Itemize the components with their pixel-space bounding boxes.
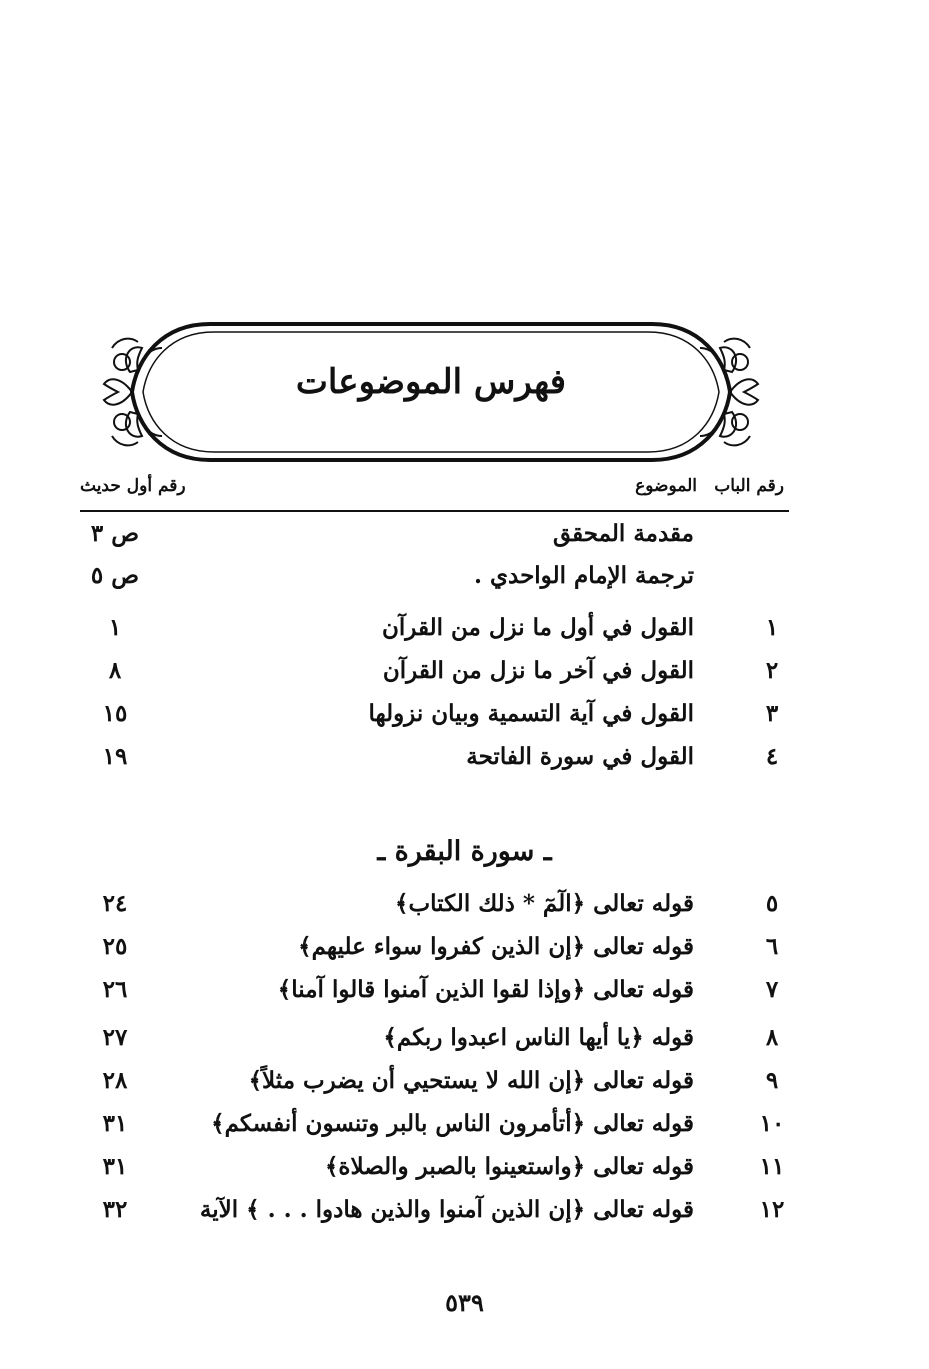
- chapter-number: ٧: [765, 976, 779, 1003]
- first-hadith-number: ٣١: [102, 1110, 128, 1137]
- chapter-number: ١٠: [759, 1110, 785, 1137]
- index-row: [0, 1196, 929, 1236]
- index-row: [0, 933, 929, 973]
- first-hadith-number: ٨: [108, 657, 122, 684]
- chapter-number: ٥: [765, 890, 779, 917]
- chapter-number: ١٢: [759, 1196, 785, 1223]
- page-number: ٥٣٩: [445, 1288, 484, 1317]
- entry-title: قوله تعالى ﴿وإذا لقوا الذين آمنوا قالوا آمنا﴾: [277, 976, 694, 1003]
- chapter-number: ٨: [765, 1024, 779, 1051]
- index-row: [0, 1110, 929, 1150]
- first-hadith-number: ١٩: [102, 743, 128, 770]
- chapter-number: ٢: [765, 657, 779, 684]
- entry-title: قوله تعالى ﴿أتأمرون الناس بالبر وتنسون أنفسكم﴾: [211, 1110, 694, 1137]
- page-title: فهرس الموضوعات: [295, 362, 567, 402]
- entry-title: مقدمة المحقق: [552, 520, 694, 547]
- first-hadith-number: ١٥: [102, 700, 128, 727]
- first-hadith-number: ٢٥: [102, 933, 128, 960]
- title-cartouche: [100, 318, 762, 466]
- entry-title: قوله تعالى ﴿واستعينوا بالصبر والصلاة﴾: [324, 1153, 694, 1180]
- entry-title: ترجمة الإمام الواحدي .: [473, 562, 694, 589]
- index-row: [0, 890, 929, 930]
- entry-title: قوله تعالى ﴿إن الذين كفروا سواء عليهم﴾: [298, 933, 694, 960]
- index-row: [0, 1153, 929, 1193]
- index-row: [0, 614, 929, 654]
- index-row: [0, 562, 929, 602]
- header-first-hadith: رقم أول حديث: [80, 476, 186, 496]
- entry-title: قوله تعالى ﴿الٓمٓ * ذلك الكتاب﴾: [395, 890, 694, 917]
- entry-page: ص ٥: [90, 562, 140, 589]
- chapter-number: ١: [765, 614, 779, 641]
- entry-title: قوله تعالى ﴿إن الله لا يستحيي أن يضرب مثلاً﴾: [248, 1067, 694, 1094]
- first-hadith-number: ١: [108, 614, 122, 641]
- entry-title: القول في آخر ما نزل من القرآن: [382, 657, 694, 684]
- first-hadith-number: ٢٤: [102, 890, 128, 917]
- index-row: [0, 520, 929, 560]
- entry-title: القول في سورة الفاتحة: [466, 743, 694, 770]
- first-hadith-number: ٢٨: [102, 1067, 128, 1094]
- index-row: [0, 1067, 929, 1107]
- first-hadith-number: ٢٧: [102, 1024, 128, 1051]
- chapter-number: ٦: [765, 933, 779, 960]
- chapter-number: ١١: [759, 1153, 785, 1180]
- chapter-number: ٩: [765, 1067, 779, 1094]
- header-chapter-number: رقم الباب: [714, 476, 784, 496]
- first-hadith-number: ٣١: [102, 1153, 128, 1180]
- section-heading: ـ سورة البقرة ـ: [377, 836, 552, 867]
- entry-title: القول في آية التسمية وبيان نزولها: [368, 700, 694, 727]
- entry-title: القول في أول ما نزل من القرآن: [381, 614, 694, 641]
- index-row: [0, 1024, 929, 1064]
- entry-page: ص ٣: [90, 520, 140, 547]
- entry-title: قوله تعالى ﴿إن الذين آمنوا والذين هادوا . . . ﴾ الآية: [199, 1196, 694, 1223]
- index-row: [0, 700, 929, 740]
- chapter-number: ٤: [765, 743, 779, 770]
- header-divider: [80, 510, 789, 512]
- first-hadith-number: ٢٦: [102, 976, 128, 1003]
- index-row: [0, 743, 929, 783]
- chapter-number: ٣: [765, 700, 779, 727]
- entry-title: قوله ﴿يا أيها الناس اعبدوا ربكم﴾: [383, 1024, 694, 1051]
- index-row: [0, 976, 929, 1016]
- index-row: [0, 657, 929, 697]
- header-topic: الموضوع: [635, 476, 697, 496]
- first-hadith-number: ٣٢: [102, 1196, 128, 1223]
